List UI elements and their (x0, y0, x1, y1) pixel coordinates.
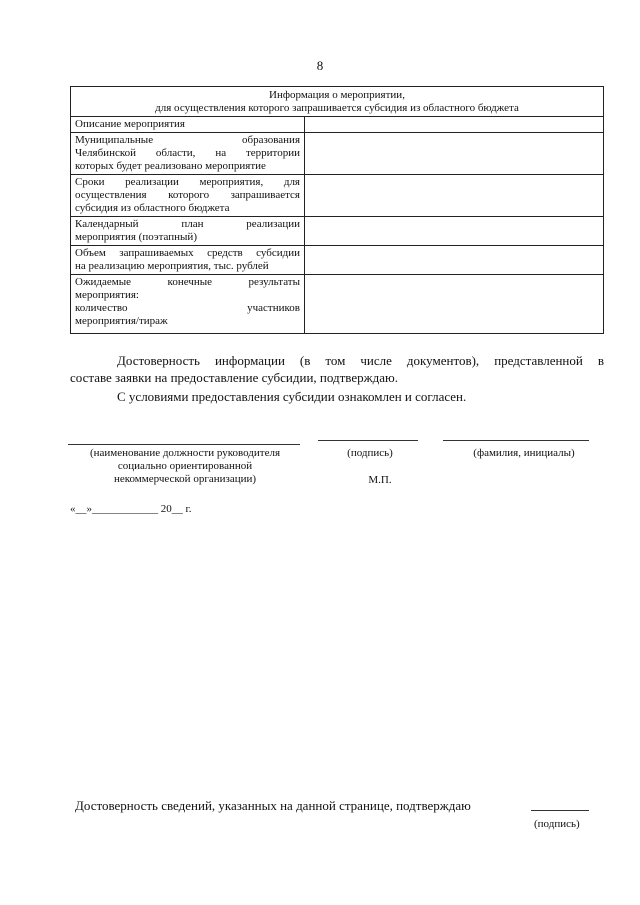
row-label-subsidy-amount (71, 246, 305, 275)
position-caption-line-3: некоммерческой организации) (113, 473, 257, 485)
label-line: Муниципальные образования (75, 134, 300, 146)
label-line: Объем запрашиваемых средств субсидии (75, 247, 300, 259)
event-info-table (70, 86, 604, 334)
row-label-municipalities (71, 133, 305, 175)
table-header-row (71, 87, 604, 117)
label-line: на реализацию мероприятия, тыс. рублей (75, 260, 269, 272)
page-number: 8 (316, 58, 324, 73)
footer-confirmation: Достоверность сведений, указанных на данной странице, подтверждаю (75, 798, 471, 813)
table-row (71, 246, 604, 275)
row-value-description[interactable] (305, 117, 604, 133)
label-line: Челябинской области, на территории (75, 147, 300, 159)
footer-signature-line[interactable] (531, 810, 589, 811)
table-title-line-1: Информация о мероприятии, (269, 89, 405, 101)
label-line: Описание мероприятия (75, 118, 185, 130)
row-value-municipalities[interactable] (305, 133, 604, 175)
name-caption: (фамилия, инициалы) (473, 447, 575, 459)
label-line: количество участников (75, 302, 300, 314)
position-line[interactable] (68, 444, 300, 445)
label-line: Календарный план реализации (75, 218, 300, 230)
row-label-terms (71, 175, 305, 217)
agreement-paragraph: С условиями предоставления субсидии ознакомлен и согласен. (117, 389, 467, 404)
row-value-expected-results[interactable] (305, 275, 604, 334)
label-line: мероприятия: (75, 289, 139, 301)
signature-caption: (подпись) (347, 447, 393, 459)
label-line: субсидия из областного бюджета (75, 202, 230, 214)
table-row (71, 133, 604, 175)
label-line: мероприятия/тираж (75, 315, 168, 327)
position-caption-line-2: социально ориентированной (117, 460, 253, 472)
table-row (71, 275, 604, 334)
row-value-terms[interactable] (305, 175, 604, 217)
table-row (71, 217, 604, 246)
label-line: которых будет реализовано мероприятие (75, 160, 266, 172)
confirmation-paragraph (70, 352, 604, 386)
row-value-calendar-plan[interactable] (305, 217, 604, 246)
row-label-calendar-plan (71, 217, 305, 246)
row-label-description (71, 117, 305, 133)
name-line[interactable] (443, 440, 589, 441)
row-label-expected-results (71, 275, 305, 334)
signature-line[interactable] (318, 440, 418, 441)
label-line: Ожидаемые конечные результаты (75, 276, 300, 288)
date-field[interactable]: «__»____________ 20__ г. (70, 503, 192, 515)
table-row (71, 117, 604, 133)
table-title (71, 87, 604, 117)
position-caption-line-1: (наименование должности руководителя (89, 447, 281, 459)
stamp-caption: М.П. (368, 474, 392, 486)
table-title-line-2: для осуществления которого запрашивается субсидия из областного бюджета (155, 102, 519, 114)
label-line: осуществления которого запрашивается (75, 189, 300, 201)
confirmation-line-1: Достоверность информации (в том числе документов), представленной в (117, 353, 604, 368)
table-row (71, 175, 604, 217)
label-line: Сроки реализации мероприятия, для (75, 176, 300, 188)
row-value-subsidy-amount[interactable] (305, 246, 604, 275)
confirmation-line-2: составе заявки на предоставление субсидии, подтверждаю. (70, 370, 398, 385)
footer-signature-caption: (подпись) (534, 818, 580, 830)
label-line: мероприятия (поэтапный) (75, 231, 197, 243)
position-caption (56, 447, 314, 486)
